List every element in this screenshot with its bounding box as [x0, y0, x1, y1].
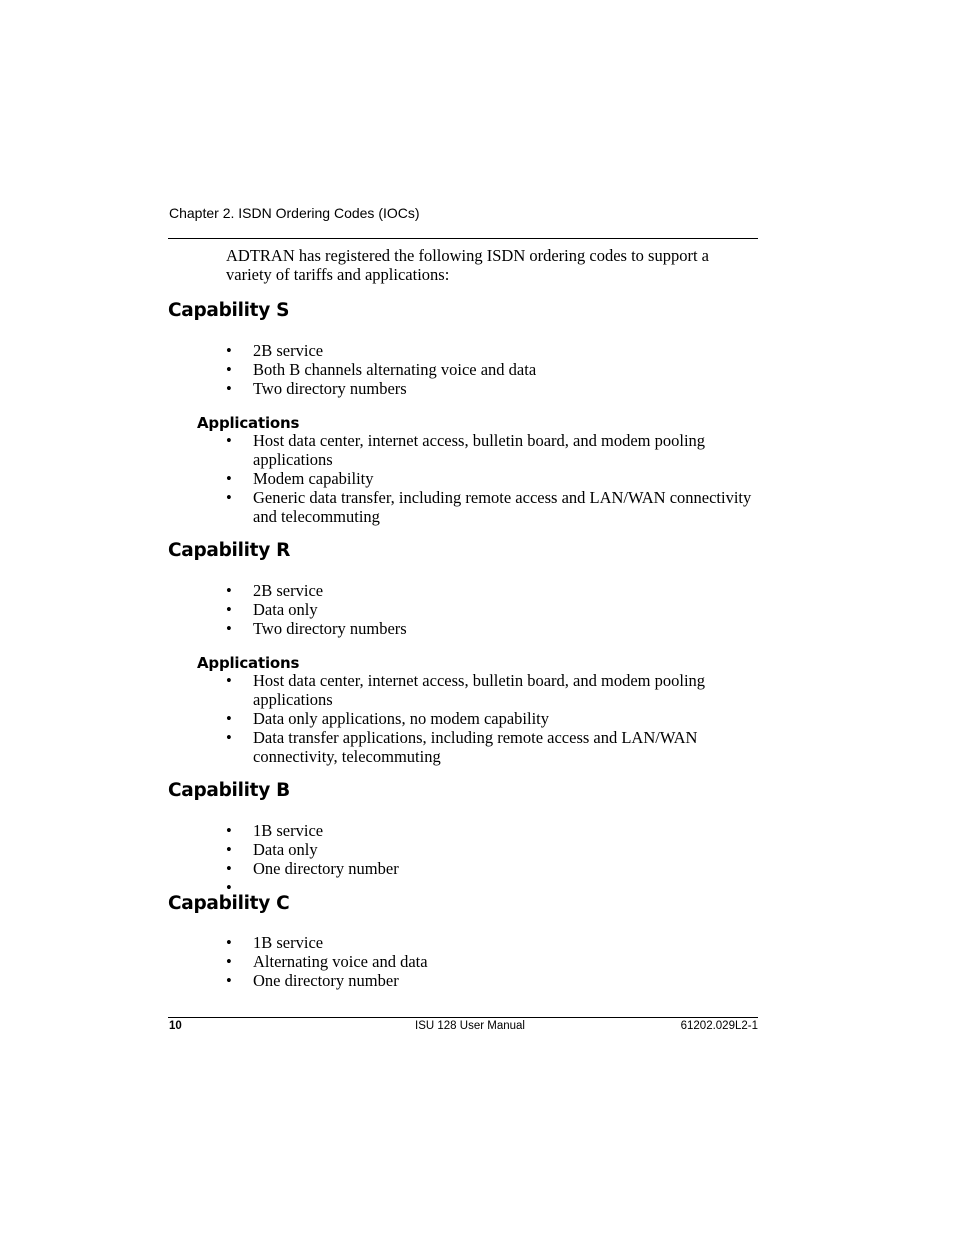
list-item: • Data only — [226, 600, 758, 619]
list-item: • Two directory numbers — [226, 379, 758, 398]
header-rule — [168, 238, 758, 239]
capability-r-applications-list — [226, 671, 758, 766]
section-heading-capability-r: Capability R — [168, 540, 291, 561]
section-heading-capability-s: Capability S — [168, 300, 290, 321]
list-item: • Both B channels alternating voice and data — [226, 360, 758, 379]
list-item: • Host data center, internet access, bulletin board, and modem pooling applications — [226, 431, 758, 469]
list-item: • Data transfer applications, including remote access and LAN/WAN connectivity, telecommuting — [226, 728, 758, 766]
applications-heading-s: Applications — [197, 414, 300, 432]
capability-s-feature-list — [226, 341, 758, 398]
list-item: • 1B service — [226, 933, 758, 952]
section-heading-capability-c: Capability C — [168, 893, 290, 914]
capability-c-feature-list — [226, 933, 758, 990]
list-item: • Generic data transfer, including remote access and LAN/WAN connectivity and telecommuting — [226, 488, 758, 526]
section-heading-capability-b: Capability B — [168, 780, 290, 801]
footer-rule — [168, 1017, 758, 1018]
capability-b-feature-list — [226, 821, 758, 897]
list-item: • Modem capability — [226, 469, 758, 488]
list-item: • Data only — [226, 840, 758, 859]
list-item: • Host data center, internet access, bulletin board, and modem pooling applications — [226, 671, 758, 709]
chapter-header: Chapter 2. ISDN Ordering Codes (IOCs) — [169, 205, 420, 221]
list-item-empty — [226, 878, 758, 897]
list-item: • 2B service — [226, 581, 758, 600]
capability-r-feature-list — [226, 581, 758, 638]
applications-heading-r: Applications — [197, 654, 300, 672]
list-item: • 1B service — [226, 821, 758, 840]
list-item: • Data only applications, no modem capability — [226, 709, 758, 728]
manual-title: ISU 128 User Manual — [415, 1020, 525, 1032]
capability-s-applications-list — [226, 431, 758, 526]
intro-paragraph: ADTRAN has registered the following ISDN ordering codes to support a variety of tariffs and applications: — [226, 246, 709, 284]
list-item: • 2B service — [226, 341, 758, 360]
list-item: • Alternating voice and data — [226, 952, 758, 971]
list-item: • Two directory numbers — [226, 619, 758, 638]
list-item: • One directory number — [226, 859, 758, 878]
document-number: 61202.029L2-1 — [680, 1020, 758, 1032]
list-item: • One directory number — [226, 971, 758, 990]
page-number: 10 — [169, 1020, 182, 1032]
